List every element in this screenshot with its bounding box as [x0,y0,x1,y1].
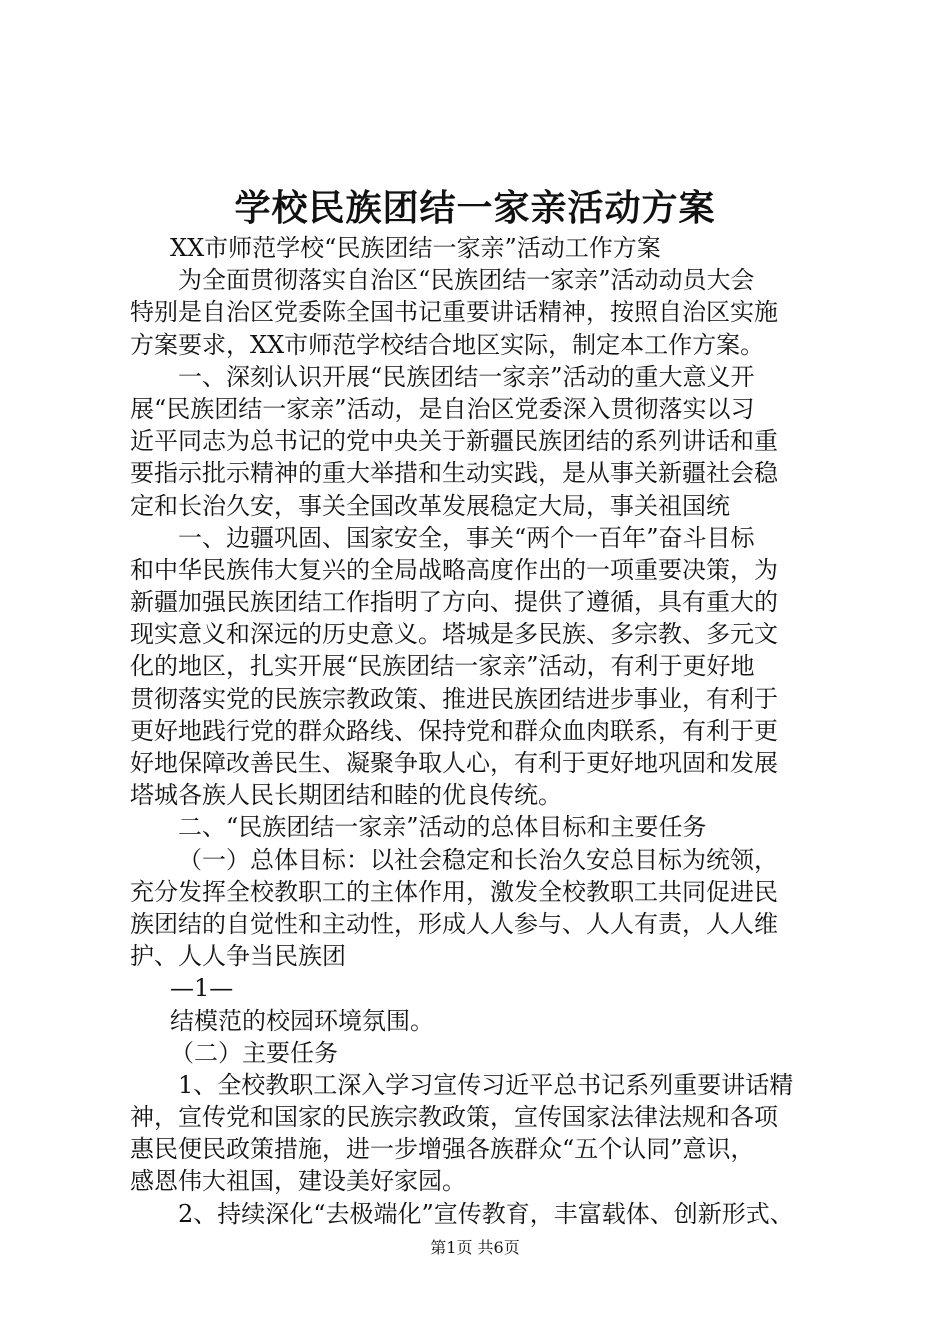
body-line: 族团结的自觉性和主动性，形成人人参与、人人有责，人人维 [130,909,778,938]
body-line: 神，宣传党和国家的民族宗教政策，宣传国家法律法规和各项 [130,1103,778,1132]
body-line: 现实意义和深远的历史意义。塔城是多民族、多宗教、多元文 [130,620,778,649]
body-line: 新疆加强民族团结工作指明了方向、提供了遵循，具有重大的 [130,588,778,617]
body-line: 充分发挥全校教职工的主体作用，激发全校教职工共同促进民 [130,877,778,906]
body-line: 护、人人争当民族团 [130,942,346,971]
page-footer: 第1页 共6页 [430,1238,520,1257]
body-line: 展“民族团结一家亲”活动，是自治区党委深入贯彻落实以习 [130,394,755,423]
body-line: 惠民便民政策措施，进一步增强各族群众“五个认同”意识， [130,1135,755,1164]
body-line: 一、边疆巩固、国家安全，事关“两个一百年”奋斗目标 [178,523,755,552]
body-line: 贯彻落实党的民族宗教政策、推进民族团结进步事业，有利于 [130,684,778,713]
body-line: 感恩伟大祖国，建设美好家园。 [130,1167,466,1196]
body-line: 特别是自治区党委陈全国书记重要讲话精神，按照自治区实施 [130,298,778,327]
body-line: 一、深刻认识开展“民族团结一家亲”活动的重大意义开 [178,362,755,391]
body-line: 为全面贯彻落实自治区“民族团结一家亲”活动动员大会 [178,266,755,295]
body-line: 更好地践行党的群众路线、保持党和群众血肉联系，有利于更 [130,716,778,745]
body-line: 化的地区，扎实开展“民族团结一家亲”活动，有利于更好地 [130,652,755,681]
body-line: 定和长治久安，事关全国改革发展稳定大局，事关祖国统 [130,491,730,520]
body-line: 结模范的校园环境氛围。 [170,1006,434,1035]
body-line: 1、全校教职工深入学习宣传习近平总书记系列重要讲话精 [178,1070,794,1099]
body-line: 好地保障改善民生、凝聚争取人心，有利于更好地巩固和发展 [130,749,778,777]
document-title: 学校民族团结一家亲活动方案 [234,187,716,229]
body-line: 要指示批示精神的重大举措和生动实践，是从事关新疆社会稳 [130,459,778,488]
body-line: （二）主要任务 [170,1038,338,1067]
body-line: 2、持续深化“去极端化”宣传教育，丰富载体、创新形式、 [178,1199,794,1228]
body-line: 和中华民族伟大复兴的全局战略高度作出的一项重要决策，为 [130,555,778,584]
body-line: 塔城各族人民长期团结和睦的优良传统。 [130,781,562,810]
body-line: XX市师范学校“民族团结一家亲”活动工作方案 [170,234,661,262]
body-line: （一）总体目标：以社会稳定和长治久安总目标为统领， [178,845,778,874]
page-marker: —1— [170,974,234,1003]
body-line: 方案要求，XX市师范学校结合地区实际，制定本工作方案。 [130,330,765,359]
body-line: 二、“民族团结一家亲”活动的总体目标和主要任务 [178,813,707,842]
body-line: 近平同志为总书记的党中央关于新疆民族团结的系列讲话和重 [130,427,778,456]
document-body [130,232,850,1230]
